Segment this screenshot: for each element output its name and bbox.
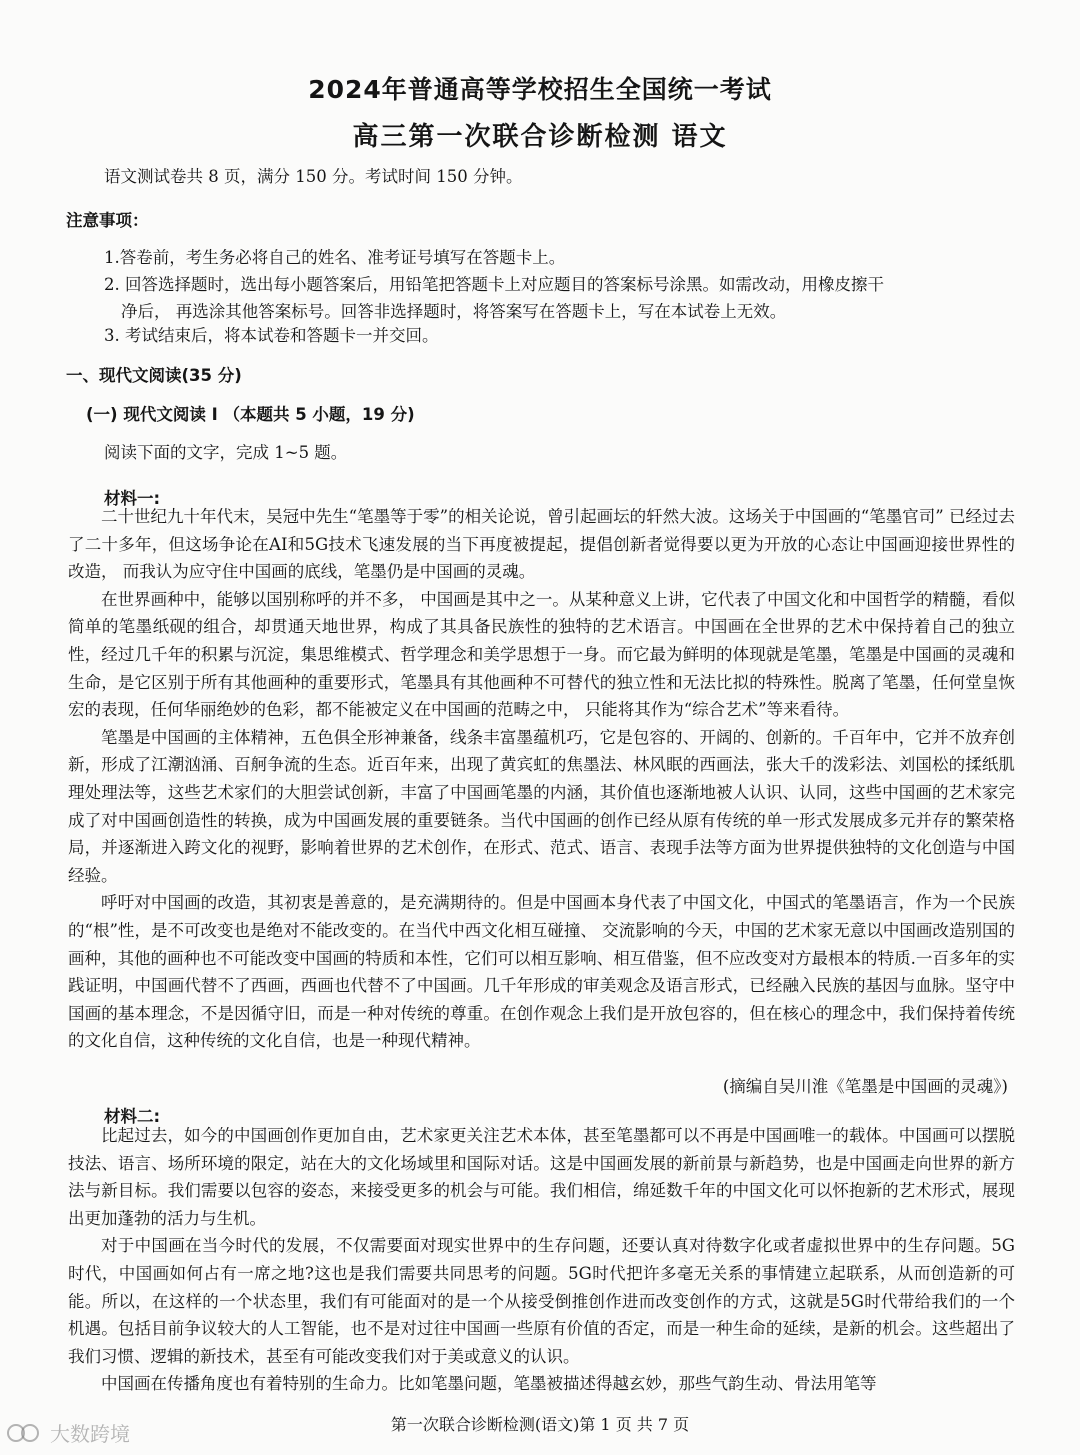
reading-instruction: 阅读下面的文字，完成 1~5 题。 bbox=[104, 443, 348, 462]
exam-subtitle: 高三第一次联合诊断检测 语文 bbox=[352, 122, 728, 152]
material-1-body bbox=[68, 503, 1015, 1055]
material-2-paragraph: 中国画在传播角度也有着特别的生命力。比如笔墨问题，笔墨被描述得越玄妙，那些气韵生动、骨法用笔等 bbox=[101, 1374, 877, 1394]
note-item-2-continued: 净后， 再选涂其他答案标号。回答非选择题时，将答案写在答题卡上，写在本试卷上无效。 bbox=[121, 302, 787, 321]
subsection-heading: (一) 现代文阅读 I （本题共 5 小题，19 分) bbox=[86, 405, 415, 424]
note-item-1: 1.答卷前，考生务必将自己的姓名、准考证号填写在答题卡上。 bbox=[104, 248, 566, 267]
notes-heading: 注意事项： bbox=[66, 211, 149, 230]
watermark bbox=[6, 1418, 130, 1447]
material-1-paragraph: 在世界画种中，能够以国别称呼的并不多， 中国画是其中之一。从某种意义上讲，它代表了中国文化和中国哲学的精髓，看似简单的笔墨纸砚的组合，却贯通天地世界，构成了其具备民族性的独特的艺术语言。中国画在全世界的艺术中保持着自己的独立性，经过几千年的积累与沉淀，集思维模式、哲学理念和美学思想于一身。而它最为鲜明的体现就是笔墨，笔墨是中国画的灵魂和生命，是它区别于所有其他画种的重要形式，笔墨具有其他画种不可替代的独立性和无法比拟的特殊性。脱离了笔墨，任何堂皇恢宏的表现，任何华丽绝妙的色彩，都不能被定义在中国画的范畴之中， 只能将其作为“综合艺术”等来看待。 bbox=[68, 589, 1015, 720]
material-2-paragraph: 对于中国画在当今时代的发展，不仅需要面对现实世界中的生存问题，还要认真对待数字化或者虚拟世界中的生存问题。5G时代，中国画如何占有一席之地?这也是我们需要共同思考的问题。5G时代把许多毫无关系的事情建立起联系，从而创造新的可能。所以，在这样的一个状态里，我们有可能面对的是一个从接受倒推创作进而改变创作的方式，这就是5G时代带给我们的一个机遇。包括目前争议较大的人工智能，也不是对过往中国画一些原有价值的否定，而是一种生命的延续，是新的机会。这些超出了我们习惯、逻辑的新技术，甚至有可能改变我们对于美或意义的认识。 bbox=[68, 1236, 1015, 1366]
material-1-paragraph: 呼吁对中国画的改造，其初衷是善意的，是充满期待的。但是中国画本身代表了中国文化，中国式的笔墨语言，作为一个民族的“根”性，是不可改变也是绝对不能改变的。在当代中西文化相互碰撞、 交流影响的今天，中国的艺术家无意以中国画改造别国的画种，其他的画种也不可能改变中国画的特质和本性，它们可以相互影响、相互借鉴，但不应改变对方最根本的特质.一百多年的实践证明，中国画代替不了西画，西画也代替不了中国画。几千年形成的审美观念及语言形式，已经融入民族的基因与血脉。坚守中国画的基本理念，不是因循守旧，而是一种对传统的尊重。在创作观念上我们是开放包容的，但在核心的理念中，我们保持着传统的文化自信，这种传统的文化自信，也是一种现代精神。 bbox=[68, 893, 1015, 1051]
watermark-text: 大数跨境 bbox=[50, 1422, 130, 1446]
exam-title: 2024年普通高等学校招生全国统一考试 bbox=[308, 75, 772, 104]
material-1-paragraph: 笔墨是中国画的主体精神，五色俱全形神兼备，线条丰富墨蕴机巧，它是包容的、开阔的、创新的。千百年中，它并不放弃创新，形成了江潮汹涌、百舸争流的生态。近百年来，出现了黄宾虹的焦墨法、林风眠的西画法，张大千的泼彩法、刘国松的揉纸肌理处理法等，这些艺术家们的大胆尝试创新，丰富了中国画笔墨的内涵，其价值也逐渐地被人认识、认同，这些中国画的艺术家完成了对中国画创造性的转换，成为中国画发展的重要链条。当代中国画的创作已经从原有传统的单一形式发展成多元并存的繁荣格局，并逐渐进入跨文化的视野，影响着世界的艺术创作，在形式、范式、语言、表现手法等方面为世界提供独特的文化创造与中国经验。 bbox=[68, 727, 1015, 885]
material-1-label: 材料一: bbox=[104, 489, 161, 508]
page-footer: 第一次联合诊断检测(语文)第 1 页 共 7 页 bbox=[390, 1415, 690, 1434]
material-2-paragraph: 比起过去，如今的中国画创作更加自由，艺术家更关注艺术本体，甚至笔墨都可以不再是中国画唯一的载体。中国画可以摆脱技法、语言、场所环境的限定，站在大的文化场域里和国际对话。这是中国画发展的新前景与新趋势，也是中国画走向世界的新方法与新目标。我们需要以包容的姿态，来接受更多的机会与可能。我们相信，绵延数千年的中国文化可以怀抱新的艺术形式，展现出更加蓬勃的活力与生机。 bbox=[68, 1126, 1015, 1228]
note-item-3: 3. 考试结束后，将本试卷和答题卡一并交回。 bbox=[104, 326, 439, 345]
section-heading: 一、现代文阅读(35 分) bbox=[66, 366, 242, 385]
note-item-2: 2. 回答选择题时，选出每小题答案后，用铅笔把答题卡上对应题目的答案标号涂黑。如需改动，用橡皮擦干 bbox=[104, 275, 884, 294]
material-2-label: 材料二: bbox=[104, 1107, 161, 1126]
exam-intro: 语文测试卷共 8 页，满分 150 分。考试时间 150 分钟。 bbox=[104, 167, 523, 186]
material-1-paragraph: 二十世纪九十年代末，吴冠中先生“笔墨等于零”的相关论说，曾引起画坛的轩然大波。这场关于中国画的“笔墨官司” 已经过去了二十多年，但这场争论在AI和5G技术飞速发展的当下再度被提起，提倡创新者觉得要以更为开放的心态让中国画迎接世界性的改造， 而我认为应守住中国画的底线，笔墨仍是中国画的灵魂。 bbox=[68, 507, 1015, 582]
material-2-body bbox=[68, 1122, 1015, 1398]
material-1-source: (摘编自吴川淮《笔墨是中国画的灵魂》) bbox=[722, 1077, 1008, 1096]
watermark-logo-icon bbox=[6, 1421, 42, 1445]
